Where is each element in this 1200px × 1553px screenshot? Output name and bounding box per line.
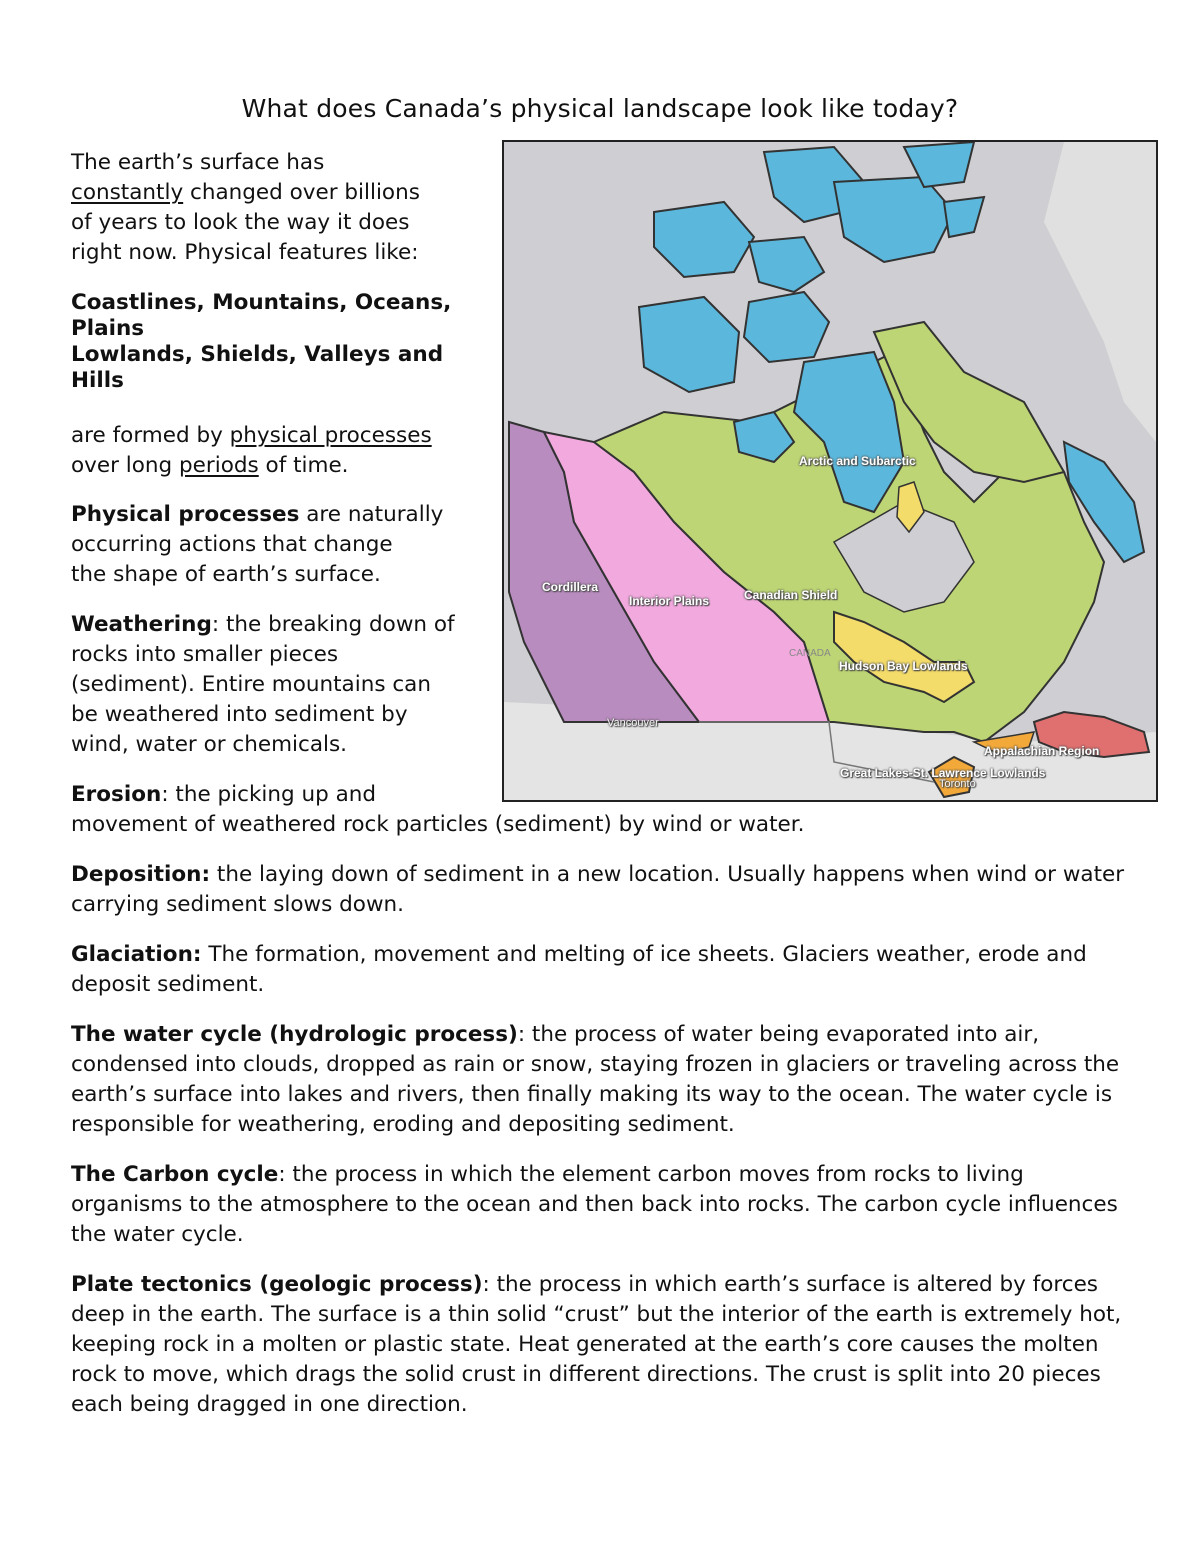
features-list: Coastlines, Mountains, Oceans, Plains Lowlands, Shields, Valleys and Hills xyxy=(71,290,452,393)
definitions-section xyxy=(71,780,1141,1440)
erosion-definition: Erosion: the picking up and movement of weathered rock particles (sediment) by wind or water. xyxy=(71,782,805,837)
label-city-vancouver: Vancouver xyxy=(607,717,659,729)
label-cordillera: Cordillera xyxy=(542,580,599,594)
page-title: What does Canada’s physical landscape look like today? xyxy=(241,94,959,123)
water-cycle-definition: The water cycle (hydrologic process): the process of water being evaporated into air, condensed into clouds, dropped as rain or snow, staying frozen in glaciers or traveling across the earth’s surface into lakes and rivers, then finally making its way to the ocean. The water cycle is responsible for weathering, eroding and depositing sediment. xyxy=(71,1022,1120,1137)
label-great-lakes: Great Lakes-St. Lawrence Lowlands xyxy=(840,766,1046,780)
physical-processes-definition: Physical processes are naturally occurring actions that change the shape of earth’s surface. xyxy=(71,502,444,587)
formed-paragraph: are formed by physical processes over long periods of time. xyxy=(71,423,432,478)
label-hudson-bay-lowlands: Hudson Bay Lowlands xyxy=(839,659,968,673)
glaciation-definition: Glaciation: The formation, movement and melting of ice sheets. Glaciers weather, erode and deposit sediment. xyxy=(71,942,1087,997)
intro-paragraph: The earth’s surface has constantly changed over billions of years to look the way it does right now. Physical features like: xyxy=(71,150,420,265)
label-arctic: Arctic and Subarctic xyxy=(799,454,916,468)
map-graphic xyxy=(504,142,1156,800)
label-interior-plains: Interior Plains xyxy=(629,594,710,608)
deposition-definition: Deposition: the laying down of sediment in a new location. Usually happens when wind or water carrying sediment slows down. xyxy=(71,862,1125,917)
emphasis-constantly: constantly xyxy=(71,180,184,205)
label-country: CANADA xyxy=(789,648,831,659)
label-appalachian: Appalachian Region xyxy=(984,744,1100,758)
label-canadian-shield: Canadian Shield xyxy=(744,588,838,602)
plate-tectonics-definition: Plate tectonics (geologic process): the process in which earth’s surface is altered by forces deep in the earth. The surface is a thin solid “crust” but the interior of the earth is extremely hot, keeping rock in a molten or plastic state. Heat generated at the earth’s core causes the molten rock to move, which drags the solid crust in different directions. The crust is split into 20 pieces each being dragged in one direction. xyxy=(71,1272,1122,1417)
label-city-toronto: Toronto xyxy=(939,778,976,790)
carbon-cycle-definition: The Carbon cycle: the process in which the element carbon moves from rocks to living organisms to the atmosphere to the ocean and then back into rocks. The carbon cycle influences the water cycle. xyxy=(71,1162,1118,1247)
weathering-definition: Weathering: the breaking down of rocks into smaller pieces (sediment). Entire mountains can be weathered into sediment by wind, water or chemicals. xyxy=(71,612,455,757)
canada-physical-regions-map xyxy=(502,140,1158,802)
